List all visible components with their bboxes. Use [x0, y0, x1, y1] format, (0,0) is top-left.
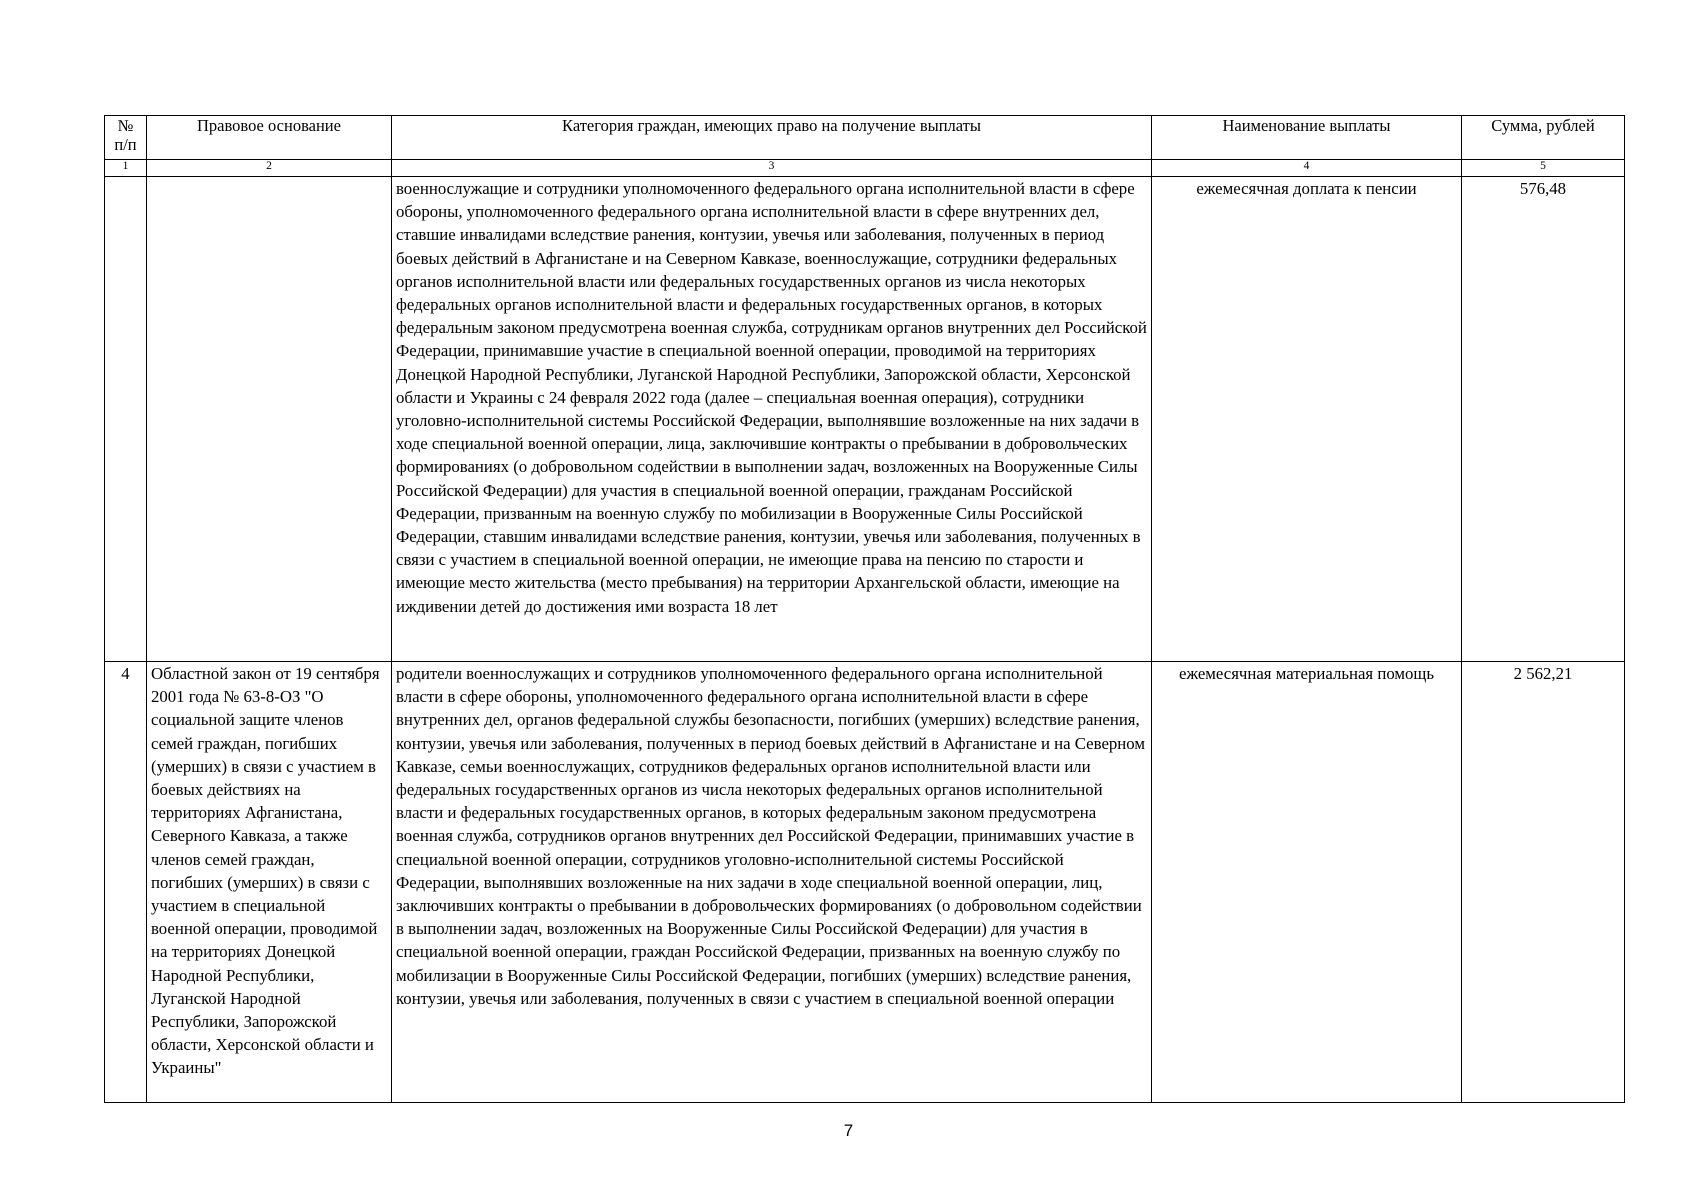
row-payment-name: ежемесячная доплата к пенсии [1152, 177, 1462, 662]
header-payment-name: Наименование выплаты [1152, 116, 1462, 160]
row-num: 4 [105, 662, 147, 1103]
table-row [105, 662, 1625, 1103]
header-sum: Сумма, рублей [1462, 116, 1625, 160]
row-sum: 2 562,21 [1462, 662, 1625, 1103]
row-sum: 576,48 [1462, 177, 1625, 662]
column-number-row [105, 160, 1625, 177]
page-number: 7 [843, 1121, 854, 1140]
column-number: 1 [105, 160, 147, 177]
column-number: 3 [392, 160, 1152, 177]
row-category: родители военнослужащих и сотрудников уполномоченного федерального органа исполнительной власти в сфере обороны, уполномоченного федерального органа исполнительной власти в сфере внутренних дел, органов федеральной службы безопасности, погибших (умерших) вследствие ранения, контузии, увечья или заболевания, полученных в период боевых действий в Афганистане и на Северном Кавказе, семьи военнослужащих, сотрудников федеральных органов исполнительной власти или федеральных государственных органов из числа некоторых федеральных органов исполнительной власти и федеральных государственных органов, в которых федеральным законом предусмотрена военная служба, сотрудников органов внутренних дел Российской Федерации, принимавших участие в специальной военной операции, сотрудников уголовно-исполнительной системы Российской Федерации, выполнявших возложенные на них задачи в ходе специальной военной операции, лиц, заключивших контракты о пребывании в добровольческих формированиях (о добровольном содействии в выполнении задач, возложенных на Вооруженные Силы Российской Федерации) для участия в специальной военной операции, граждан Российской Федерации, призванных на военную службу по мобилизации в Вооруженные Силы Российской Федерации, погибших (умерших) вследствие ранения, контузии, увечья или заболевания, полученных в связи с участием в специальной военной операции [392, 662, 1152, 1103]
column-number: 4 [1152, 160, 1462, 177]
row-category: военнослужащие и сотрудники уполномоченного федерального органа исполнительной власти в сфере обороны, уполномоченного федерального органа исполнительной власти в сфере внутренних дел, ставшие инвалидами вследствие ранения, контузии, увечья или заболевания, полученных в период боевых действий в Афганистане и на Северном Кавказе, военнослужащие, сотрудники федеральных органов исполнительной власти или федеральных государственных органов из числа некоторых федеральных органов исполнительной власти и федеральных государственных органов, в которых федеральным законом предусмотрена военная служба, сотрудникам органов внутренних дел Российской Федерации, принимавшие участие в специальной военной операции, проводимой на территориях Донецкой Народной Республики, Луганской Народной Республики, Запорожской области, Херсонской области и Украины с 24 февраля 2022 года (далее – специальная военная операция), сотрудники уголовно-исполнительной системы Российской Федерации, выполнявшие возложенные на них задачи в ходе специальной военной операции, лица, заключившие контракты о пребывании в добровольческих формированиях (о добровольном содействии в выполнении задач, возложенных на Вооруженные Силы Российской Федерации) для участия в специальной военной операции, гражданам Российской Федерации, призванным на военную службу по мобилизации в Вооруженные Силы Российской Федерации, ставшим инвалидами вследствие ранения, контузии, увечья или заболевания, полученных в связи с участием в специальной военной операции, не имеющие права на пенсию по старости и имеющие место жительства (место пребывания) на территории Архангельской области, имеющие на иждивении детей до достижения ими возраста 18 лет [392, 177, 1152, 662]
row-num [105, 177, 147, 662]
header-num: № п/п [105, 116, 147, 160]
row-legal-basis [147, 177, 392, 662]
row-legal-basis: Областной закон от 19 сентября 2001 года № 63-8-ОЗ "О социальной защите членов семей граждан, погибших (умерших) в связи с участием в боевых действиях на территориях Афганистана, Северного Кавказа, а также членов семей граждан, погибших (умерших) в связи с участием в специальной военной операции, проводимой на территориях Донецкой Народной Республики, Луганской Народной Республики, Запорожской области, Херсонской области и Украины" [147, 662, 392, 1103]
table-header-row [105, 116, 1625, 160]
row-payment-name: ежемесячная материальная помощь [1152, 662, 1462, 1103]
payments-table [104, 115, 1625, 1103]
header-legal-basis: Правовое основание [147, 116, 392, 160]
table-row [105, 177, 1625, 662]
column-number: 5 [1462, 160, 1625, 177]
header-category: Категория граждан, имеющих право на получение выплаты [392, 116, 1152, 160]
column-number: 2 [147, 160, 392, 177]
